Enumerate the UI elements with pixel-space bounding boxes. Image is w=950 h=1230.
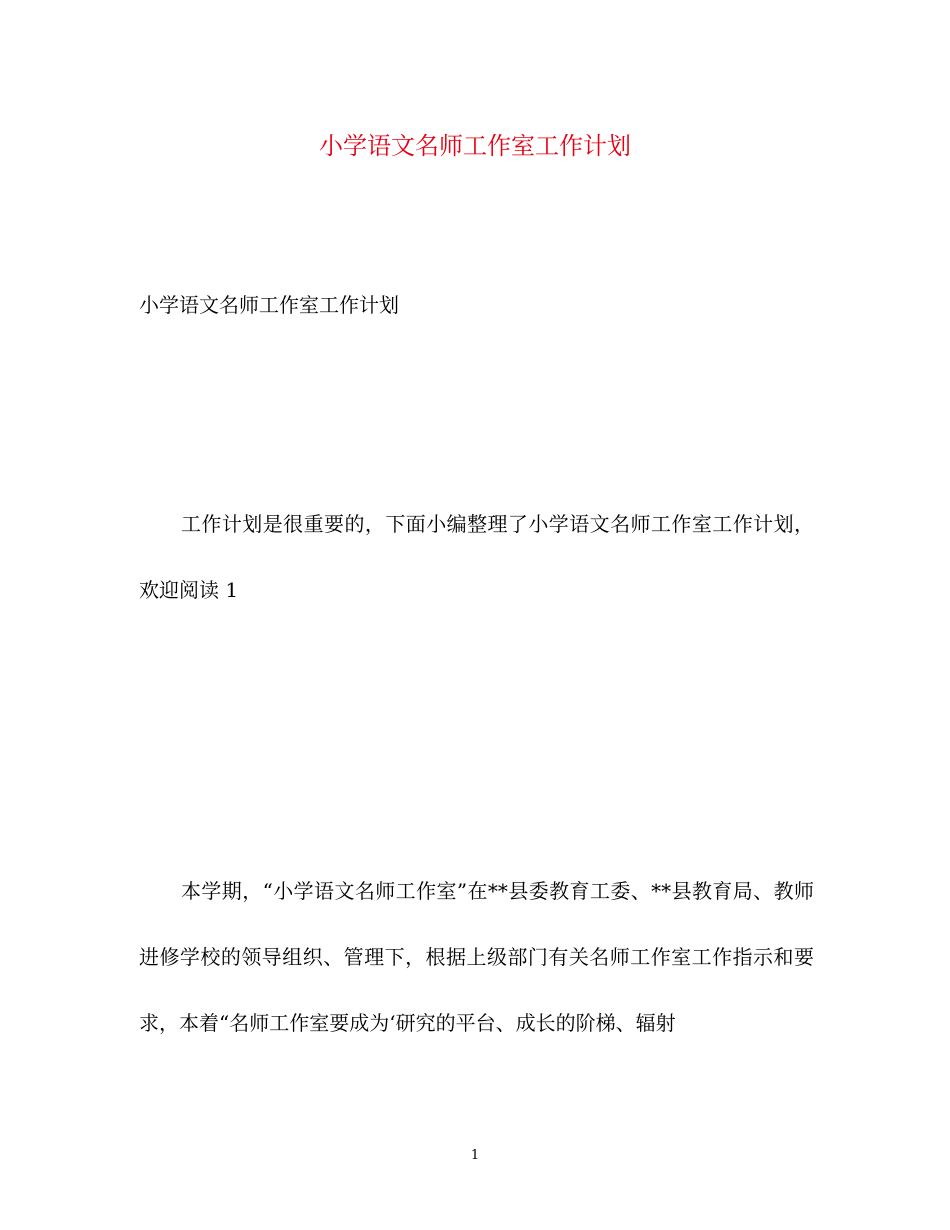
paragraph-intro: 工作计划是很重要的，下面小编整理了小学语文名师工作室工作计划，欢迎阅读 1 (139, 512, 814, 602)
document-title: 小学语文名师工作室工作计划 (319, 132, 631, 160)
document-subtitle: 小学语文名师工作室工作计划 (139, 293, 399, 317)
paragraph-body: 本学期，“小学语文名师工作室”在**县委教育工委、**县教育局、教师进修学校的领导组织、管理下，根据上级部门有关名师工作室工作指示和要求，本着“名师工作室要成为‘研究的平台、成长的阶梯、辐射 (139, 879, 814, 1035)
page-number: 1 (470, 1148, 480, 1163)
